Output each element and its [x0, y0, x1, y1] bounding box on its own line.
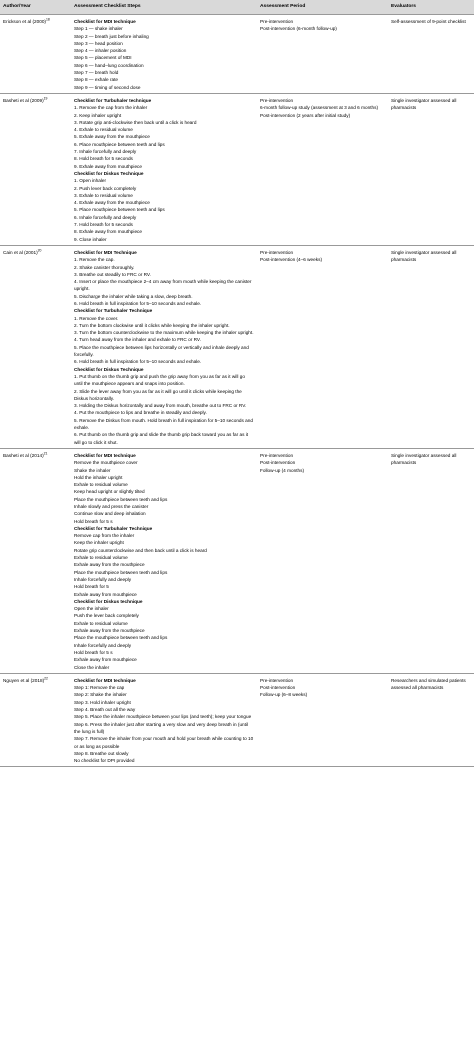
checklist-heading: Checklist for Diskus Technique — [74, 170, 144, 176]
period-cell — [257, 245, 388, 448]
checklist-step: Step 2: Shake the inhaler — [74, 692, 127, 698]
checklist-heading: Checklist for Diskus technique — [74, 598, 143, 604]
checklist-heading: Checklist for Turbuhaler technique — [74, 97, 152, 103]
period-entry: Post-intervention (2 years after initial study) — [260, 112, 351, 118]
checklist-step: Open the inhaler — [74, 606, 109, 612]
checklist-step: Step 9 — timing of second dose — [74, 84, 141, 90]
period-entry: Pre-intervention — [260, 249, 294, 255]
checklist-step: 5. Discharge the inhaler while taking a slow, deep breath. — [74, 293, 193, 299]
period-entry: Pre-intervention — [260, 677, 294, 683]
checklist-step: Step 4 — inhaler position — [74, 48, 127, 54]
checklist-step: 3. Holding the Diskus horizontally and away from mouth, breathe out to FRC or RV. — [74, 403, 247, 409]
period-entry: Post-intervention — [260, 460, 296, 466]
checklist-step: 2. Slide the lever away from you as far as it will go until it clicks while keeping the Diskus horizontally. — [74, 388, 242, 401]
checklist-step: Exhale to residual volume — [74, 620, 128, 626]
checklist-step: 4. Put the mouthpiece to lips and breathe in steadily and deeply. — [74, 410, 207, 416]
period-cell — [257, 673, 388, 767]
period-entry: Pre-intervention — [260, 97, 294, 103]
checklist-step: 5. Place mouthpiece between teeth and lips — [74, 207, 165, 213]
reference-number: 22 — [44, 676, 48, 681]
period-entry: Follow-up (4 months) — [260, 467, 305, 473]
author-cell — [0, 93, 71, 245]
author-cell — [0, 245, 71, 448]
checklist-step: Place the mouthpiece between teeth and lips — [74, 569, 168, 575]
checklist-heading: Checklist for MDI Technique — [74, 249, 137, 255]
checklist-step: Step 8 — exhale rate — [74, 77, 119, 83]
reference-number: 18 — [46, 17, 50, 22]
checklist-step: 1. Remove the cap. — [74, 257, 115, 263]
author-text: Erickson et al (2000) — [3, 19, 46, 24]
checklist-step: 4. Turn head away from the inhaler and exhale to FRC or RV. — [74, 337, 201, 343]
checklist-step: Exhale away from the mouthpiece — [74, 628, 145, 634]
evaluators-cell — [388, 93, 474, 245]
checklist-step: 8. Exhale away from mouthpiece — [74, 229, 143, 235]
checklist-step: 4. Exhale to residual volume — [74, 127, 133, 133]
checklist-heading: Checklist for Turbuhaler Technique — [74, 308, 153, 314]
checklist-step: Step 7 — breath hold — [74, 70, 119, 76]
checklist-step: Inhale slowly and press the canister — [74, 504, 149, 509]
checklist-step: 5. Exhale away from the mouthpiece — [74, 134, 150, 140]
header-period: Assessment Period — [257, 0, 388, 15]
steps-cell — [71, 93, 257, 245]
checklist-step: 6. Place mouthpiece between teeth and lips — [74, 141, 165, 147]
checklist-step: 2. Shake canister thoroughly. — [74, 264, 135, 270]
checklist-step: 7. Hold breath for 5 seconds — [74, 222, 133, 228]
checklist-step: Push the lever back completely — [74, 613, 139, 619]
checklist-step: 9. Close inhaler — [74, 236, 107, 242]
checklist-step: Shake the inhaler — [74, 467, 111, 473]
evaluators-text: Self-assessment of 9-point checklist — [391, 19, 466, 24]
checklist-step: Hold the inhaler upright — [74, 474, 123, 480]
evaluators-text: Single investigator assessed all pharmacists — [391, 249, 457, 263]
author-text: Basheti et al (2009) — [3, 97, 44, 103]
period-cell — [257, 93, 388, 245]
checklist-step: Close the inhaler — [74, 664, 110, 670]
period-entry: Post-intervention (6-month follow-up) — [260, 26, 337, 32]
checklist-step: Step 3. Hold inhaler upright — [74, 699, 131, 705]
checklist-step: 6. Inhale forcefully and deeply — [74, 214, 137, 220]
checklist-step: Exhale to residual volume — [74, 555, 128, 561]
checklist-step: 9. Exhale away from mouthpiece — [74, 163, 143, 169]
steps-cell — [71, 448, 257, 673]
checklist-step: 6. Put thumb on the thumb grip and slide the thumb grip back toward you as far as it will go to click it shut. — [74, 432, 249, 445]
checklist-step: Hold breath for 5 — [74, 584, 109, 590]
checklist-step: 6. Hold breath in full inspiration for 5–10 seconds and exhale. — [74, 359, 202, 365]
checklist-heading: Checklist for MDI technique — [74, 452, 136, 458]
checklist-step: Step 5 — placement of MDI — [74, 55, 132, 61]
evaluators-text: Researchers and simulated patients assessed all pharmacists — [391, 677, 466, 691]
evaluators-text: Single investigator assessed all pharmacists — [391, 452, 457, 466]
checklist-step: 1. Put thumb on the thumb grip and push the grip away from you as far as it will go until the mouthpiece appears and snaps into position. — [74, 373, 245, 387]
checklist-step: 3. Rotate grip anti-clockwise then back until a click is heard — [74, 119, 197, 125]
period-entry: Pre-intervention — [260, 19, 294, 24]
checklist-step: Step 1 — shake inhaler — [74, 26, 123, 32]
table-body — [0, 15, 474, 767]
header-evaluators: Evaluators — [388, 0, 474, 15]
reference-number: 19 — [43, 96, 48, 101]
checklist-step: 3. Exhale to residual volume — [74, 192, 133, 198]
checklist-step: Step 1: Remove the cap — [74, 685, 125, 691]
evaluators-cell — [388, 15, 474, 94]
period-cell — [257, 15, 388, 94]
checklist-step: 8. Hold breath for 5 seconds — [74, 156, 133, 162]
checklist-step: Continue slow and deep inhalation — [74, 511, 146, 517]
reference-number: 20 — [37, 248, 42, 253]
checklist-step: Exhale away from the mouthpiece — [74, 562, 145, 568]
evaluators-text: Single investigator assessed all pharmacists — [391, 97, 457, 111]
checklist-step: 1. Remove the cap from the inhaler — [74, 105, 148, 111]
checklist-step: 2. Turn the bottom clockwise until it clicks while keeping the inhaler upright. — [74, 322, 230, 328]
checklist-step: 2. Push lever back completely — [74, 185, 137, 191]
table-row — [0, 93, 474, 245]
reference-number: 21 — [43, 451, 48, 456]
checklist-step: Step 4. Breath out all the way — [74, 707, 136, 713]
checklist-step: 6. Hold breath in full inspiration for 5–10 seconds and exhale. — [74, 300, 202, 306]
checklist-step: Step 7. Remove the inhaler from your mouth and hold your breath while counting to 10 or as long as possible — [74, 736, 254, 749]
checklist-step: Keep head upright or slightly tilted — [74, 489, 145, 495]
table-row — [0, 15, 474, 94]
evaluators-cell — [388, 673, 474, 767]
header-steps: Assessment Checklist Steps — [71, 0, 257, 15]
table-row — [0, 245, 474, 448]
checklist-step: 7. Inhale forcefully and deeply — [74, 149, 137, 155]
period-cell — [257, 448, 388, 673]
checklist-step: 1. Remove the cover. — [74, 315, 119, 321]
table-row — [0, 448, 474, 673]
checklist-step: Exhale away from mouthpiece — [74, 657, 137, 663]
checklist-heading: Checklist for MDI technique — [74, 19, 136, 24]
steps-cell — [71, 673, 257, 767]
checklist-step: Step 8. Breathe out slowly — [74, 750, 129, 756]
checklist-step: Step 2 — breath just before inhaling — [74, 33, 149, 39]
checklist-step: Inhale forcefully and deeply — [74, 642, 132, 648]
checklist-step: Hold breath for 5 s — [74, 518, 113, 524]
checklist-heading: Checklist for Diskus Technique — [74, 366, 144, 372]
checklist-step: Place the mouthpiece between teeth and lips — [74, 496, 168, 502]
checklist-step: Step 5. Place the inhaler mouthpiece between your lips (and teeth); keep your tongue — [74, 714, 252, 720]
checklist-step: No checklist for DPI provided — [74, 758, 135, 764]
table-header-row — [0, 0, 474, 15]
header-author: Author/Year — [0, 0, 71, 15]
author-cell — [0, 673, 71, 767]
checklist-step: 5. Remove the Diskus from mouth. Hold breath in full inspiration for 5–10 seconds and exhale. — [74, 417, 253, 431]
checklist-heading: Checklist for MDI technique — [74, 677, 136, 683]
author-text: Basheti et al (2014) — [3, 452, 44, 458]
checklist-step: 4. Exhale away from the mouthpiece — [74, 200, 150, 206]
checklist-step: Rotate grip counterclockwise and then back until a click is heard — [74, 547, 207, 553]
author-cell — [0, 448, 71, 673]
evaluators-cell — [388, 245, 474, 448]
checklist-step: 5. Place the mouthpiece between lips horizontally or vertically and inhale deeply and forcefully. — [74, 344, 249, 358]
period-entry: Post-intervention — [260, 685, 296, 691]
checklist-step: Place the mouthpiece between teeth and lips — [74, 635, 168, 641]
author-text: Nguyen et al (2018) — [3, 677, 45, 683]
evaluators-cell — [388, 448, 474, 673]
checklist-step: Exhale to residual volume — [74, 482, 128, 488]
checklist-heading: Checklist for Turbuhaler Technique — [74, 525, 153, 531]
checklist-step: Remove the mouthpiece cover — [74, 460, 138, 466]
period-entry: 6-month follow-up study (assessment at 3 and 6 months) — [260, 105, 379, 111]
checklist-step: Keep the inhaler upright — [74, 540, 124, 546]
steps-cell — [71, 245, 257, 448]
checklist-step: Step 6. Press the inhaler just after starting a very slow and very deep breath in (until the lung is full) — [74, 721, 249, 734]
checklist-step: Step 6 — hand–lung coordination — [74, 62, 144, 68]
checklist-step: Hold breath for 5 s — [74, 649, 113, 655]
period-entry: Follow-up (6–8 weeks) — [260, 692, 308, 698]
checklist-step: Exhale away from mouthpiece — [74, 591, 137, 597]
checklist-step: 3. Breathe out steadily to FRC or RV. — [74, 271, 151, 277]
author-cell — [0, 15, 71, 94]
table-row — [0, 673, 474, 767]
period-entry: Pre-intervention — [260, 452, 294, 458]
author-text: Cain et al (2001) — [3, 249, 38, 255]
checklist-step: Step 3 — head position — [74, 40, 123, 46]
checklist-step: 1. Open inhaler — [74, 178, 107, 184]
steps-cell — [71, 15, 257, 94]
checklist-step: 3. Turn the bottom counterclockwise to the maximum while keeping the inhaler upright. — [74, 330, 254, 336]
checklist-step: Remove cap from the inhaler — [74, 533, 135, 539]
checklist-step: Inhale forcefully and deeply — [74, 576, 132, 582]
checklist-step: 2. Keep inhaler upright — [74, 112, 122, 118]
checklist-step: 4. Insert or place the mouthpiece 2–4 cm away from mouth while keeping the canister upright. — [74, 279, 252, 292]
period-entry: Post-intervention (4–6 weeks) — [260, 257, 323, 263]
